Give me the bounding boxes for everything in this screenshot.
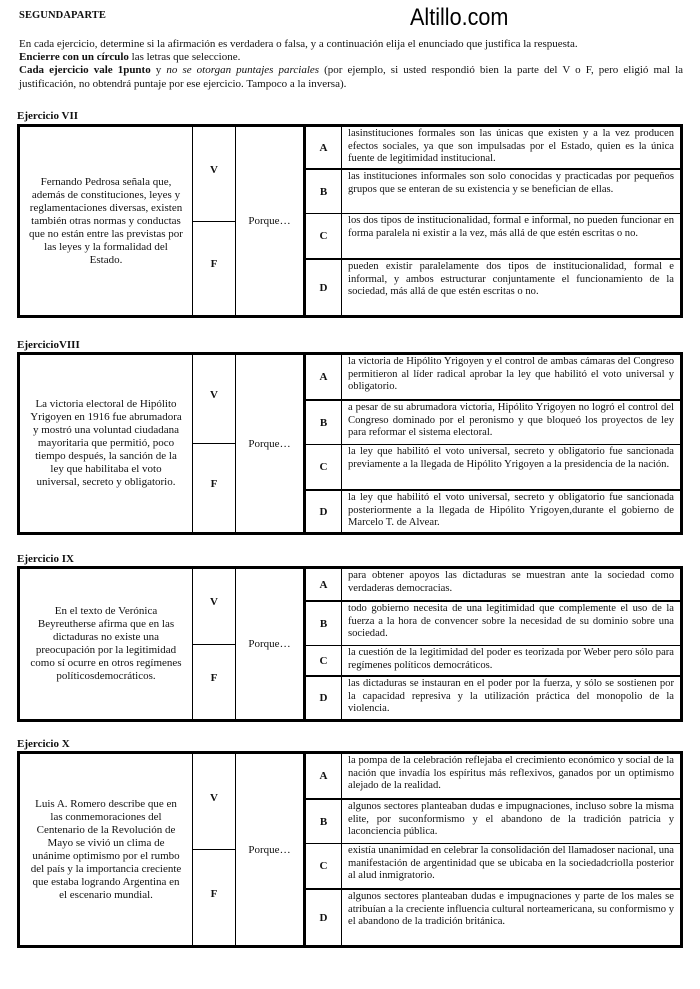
option-letter-a[interactable]: A	[306, 754, 342, 798]
option-text-a: para obtener apoyos las dictaduras se muestran ante la sociedad como verdaderas democracias.	[348, 570, 674, 594]
section-title: SEGUNDAPARTE	[19, 10, 106, 21]
exercise-statement: En el texto de Verónica Beyreutherse afirma que en las dictaduras no existe una preocupación por la legitimidad como sí ocurre en otros regímenes políticosdemocráticos.	[20, 569, 193, 719]
exercise-table	[17, 124, 683, 318]
true-option[interactable]	[193, 355, 235, 444]
true-false-column	[193, 569, 236, 719]
option-letter-d[interactable]: D	[306, 888, 342, 945]
false-label: F	[210, 478, 218, 490]
justification-options	[306, 127, 680, 315]
scoring-italic: no se otorgan puntajes parciales	[166, 64, 320, 77]
exercise-label: Ejercicio VII	[17, 110, 78, 122]
true-option[interactable]	[193, 127, 235, 222]
because-label: Porque…	[236, 127, 306, 315]
true-option[interactable]	[193, 569, 235, 645]
scoring-text: y	[150, 64, 167, 77]
exercise-statement: La victoria electoral de Hipólito Yrigoyen en 1916 fue abrumadora y mostró una voluntad ciudadana mayoritaria que permitió, poco tiempo después, la sanción de la ley que habilitaba el voto universal, secreto y obligatorio.	[20, 355, 193, 532]
option-letter-c[interactable]: C	[306, 843, 342, 888]
justification-options	[306, 754, 680, 945]
true-option[interactable]	[193, 754, 235, 850]
option-letter-d[interactable]: D	[306, 258, 342, 315]
true-false-column	[193, 127, 236, 315]
false-option[interactable]	[193, 222, 235, 316]
because-label: Porque…	[236, 754, 306, 945]
option-text-b: algunos sectores planteaban dudas e impugnaciones, incluso sobre la misma elite, por suconformismo y el abandono de la tradición patricia y laconciencia pública.	[342, 798, 680, 843]
option-text-c: los dos tipos de institucionalidad, formal e informal, no pueden funcionar en forma paralela ni existir a la vez, más allá de que estén escritas o no.	[342, 213, 680, 258]
exercise-statement: Fernando Pedrosa señala que, además de constituciones, leyes y reglamentaciones diversas, existen también otras normas y conductas que no están entre las previstas por las leyes y la formalidad del Estado.	[20, 127, 193, 315]
justification-options	[306, 569, 680, 719]
option-letter-d[interactable]: D	[306, 489, 342, 532]
false-label: F	[210, 671, 218, 684]
exercise-table	[17, 352, 683, 535]
watermark-logo: Altillo.com	[410, 4, 509, 31]
option-letter-b[interactable]: B	[306, 798, 342, 843]
false-option[interactable]	[193, 444, 235, 532]
true-label: V	[210, 791, 218, 804]
option-text-b: a pesar de su abrumadora victoria, Hipólito Yrigoyen no logró el control del Congreso dominado por el peronismo y que bloqueó los proyectos de ley para reformar el sistema electoral.	[342, 399, 680, 444]
false-option[interactable]	[193, 645, 235, 720]
exercise-statement: Luis A. Romero describe que en las conmemoraciones del Centenario de la Revolución de Mayo se vivió un clima de unánime optimismo por el rumbo del país y la importancia creciente que estaba logrando Argentina en el escenario mundial.	[20, 754, 193, 945]
because-label: Porque…	[236, 355, 306, 532]
true-false-column	[193, 754, 236, 945]
option-text-b: las instituciones informales son solo conocidas y practicadas por pequeños grupos que se enteran de su existencia y se benefician de ellas.	[342, 168, 680, 213]
exercise-label: EjercicioVIII	[17, 339, 80, 351]
option-letter-c[interactable]: C	[306, 645, 342, 675]
exercise-table	[17, 566, 683, 722]
scoring-rest: (por ejemplo, si usted respondió bien la parte del V o F, pero eligió mal la justificación, no obtendrá puntaje por ese ejercicio. Tampoco a la inversa).	[19, 64, 684, 90]
instruction-bold: Encierre con un círculo	[19, 51, 129, 64]
option-letter-a[interactable]: A	[306, 569, 342, 600]
option-text-d: la ley que habilitó el voto universal, secreto y obligatorio fue sancionada posteriormente a la llegada de Hipólito Yrigoyen,durante el gobierno de Marcelo T. de Alvear.	[342, 489, 680, 532]
option-letter-a[interactable]: A	[306, 355, 342, 399]
option-letter-a[interactable]: A	[306, 127, 342, 168]
because-label: Porque…	[236, 569, 306, 719]
instruction-text: las letras que seleccione.	[128, 51, 241, 64]
option-text-c: la ley que habilitó el voto universal, secreto y obligatorio fue sancionada previamente a la llegada de Hipólito Yrigoyen a la presidencia de la nación.	[342, 444, 680, 489]
exercise-label: Ejercicio X	[17, 738, 70, 750]
option-letter-d[interactable]: D	[306, 675, 342, 719]
option-text-a: la victoria de Hipólito Yrigoyen y el control de ambas cámaras del Congreso permitieron al líder radical aprobar la ley que habilitó el voto universal y obligatorio.	[348, 356, 674, 393]
option-text-b: todo gobierno necesita de una legitimidad que complemente el uso de la fuerza a la hora de convencer sobre la necesidad de su dominio sobre una sociedad.	[342, 600, 680, 645]
option-letter-b[interactable]: B	[306, 168, 342, 213]
instructions	[19, 38, 683, 91]
false-label: F	[210, 887, 218, 900]
instruction-line-3	[19, 64, 683, 90]
option-letter-c[interactable]: C	[306, 213, 342, 258]
false-label: F	[210, 258, 218, 271]
instruction-line-2	[19, 51, 683, 64]
option-text-c: la cuestión de la legitimidad del poder es teorizada por Weber pero sólo para regímenes políticos democráticos.	[342, 645, 680, 675]
option-letter-b[interactable]: B	[306, 399, 342, 444]
true-label: V	[210, 389, 218, 401]
option-text-a: la pompa de la celebración reflejaba el crecimiento económico y social de la nación que invadía los espíritus más reflexivos, ganados por un optimismo alejado de la realidad.	[348, 755, 674, 792]
option-letter-b[interactable]: B	[306, 600, 342, 645]
scoring-bold: Cada ejercicio vale 1punto	[19, 64, 151, 77]
true-false-column	[193, 355, 236, 532]
true-label: V	[210, 596, 218, 609]
exercise-label: Ejercicio IX	[17, 553, 74, 565]
false-option[interactable]	[193, 850, 235, 945]
option-text-d: pueden existir paralelamente dos tipos de institucionalidad, formal e informal, y ambos estructurar conjuntamente el funcionamiento de la sociedad, más allá de que estén escritas o no.	[342, 258, 680, 315]
option-text-d: las dictaduras se instauran en el poder por la fuerza, y sólo se sostienen por la capacidad represiva y la utilización práctica del monopolio de la violencia.	[342, 675, 680, 719]
instruction-line-1: En cada ejercicio, determine si la afirmación es verdadera o falsa, y a continuación elija el enunciado que justifica la respuesta.	[19, 38, 578, 50]
true-label: V	[210, 163, 218, 176]
option-letter-c[interactable]: C	[306, 444, 342, 489]
justification-options	[306, 355, 680, 532]
option-text-c: existía unanimidad en celebrar la consolidación del llamadoser nacional, una manifestación de argentinidad que se ubicaba en la sociedadcriolla posterior al alud inmigratorio.	[342, 843, 680, 888]
option-text-d: algunos sectores planteaban dudas e impugnaciones y parte de los males se atribuían a la creciente influencia cultural norteamericana, su conformismo y el abandono de la tradición británica.	[342, 888, 680, 945]
option-text-a: lasinstituciones formales son las únicas que existen y a la vez producen efectos sociales, ya que son impulsadas por el Estado, quien es la única fuente de legitimidad institucional.	[348, 128, 674, 165]
exercise-table	[17, 751, 683, 948]
